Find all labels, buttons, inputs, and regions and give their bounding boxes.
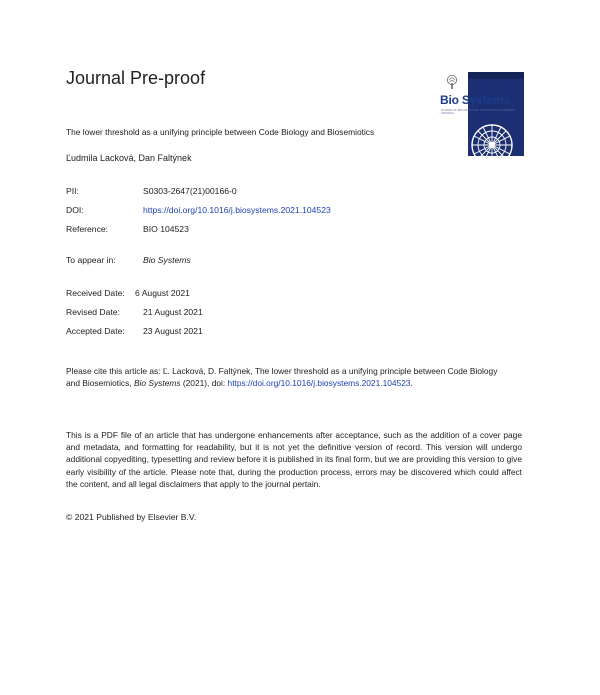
reference-value: BIO 104523 xyxy=(143,224,189,234)
article-title: The lower threshold as a unifying principle between Code Biology and Biosemiotics xyxy=(66,127,375,137)
cover-top-strip xyxy=(468,72,524,79)
revised-label: Revised Date: xyxy=(66,307,120,317)
cover-wheel-graphic-icon xyxy=(450,113,526,169)
pii-label: PII: xyxy=(66,186,79,196)
citation-suffix: . xyxy=(410,378,413,388)
copyright-notice: © 2021 Published by Elsevier B.V. xyxy=(66,512,197,522)
cover-journal-name: Bio Systems xyxy=(440,93,510,107)
doi-link[interactable]: https://doi.org/10.1016/j.biosystems.2021.104523 xyxy=(143,205,331,215)
doi-label: DOI: xyxy=(66,205,84,215)
received-value: 6 August 2021 xyxy=(135,288,190,298)
journal-pre-proof-title: Journal Pre-proof xyxy=(66,68,206,88)
cover-subtitle: JOURNAL OF BIOLOGICAL AND INFORMATION PROCESSING SCIENCES xyxy=(441,109,516,115)
citation-prefix: Please cite this article as: Ľ. Lacková, D. Faltýnek, The lower threshold as a unifying principle between Code Biology and Biosemiotics, xyxy=(66,366,498,388)
citation-paragraph xyxy=(66,365,506,389)
pre-proof-notice: This is a PDF file of an article that has undergone enhancements after acceptance, such as the addition of a cover page and metadata, and formatting for readability, but it is not yet the definitive version of record. This version will undergo additional copyediting, typesetting and review before it is published in its final form, but we are providing this version to give early visibility of the article. Please note that, during the production process, errors may be discovered which could affect the content, and all legal disclaimers that apply to the journal pertain. xyxy=(66,430,522,489)
accepted-value: 23 August 2021 xyxy=(143,326,203,336)
pii-value: S0303-2647(21)00166-0 xyxy=(143,186,237,196)
reference-label: Reference: xyxy=(66,224,109,234)
to-appear-value: Bio Systems xyxy=(143,255,191,265)
elsevier-tree-logo-icon xyxy=(446,74,458,90)
received-label: Received Date: xyxy=(66,288,125,298)
citation-journal: Bio Systems xyxy=(133,378,181,388)
accepted-label: Accepted Date: xyxy=(66,326,125,336)
citation-doi-link[interactable]: https://doi.org/10.1016/j.biosystems.2021.104523 xyxy=(227,378,411,388)
revised-value: 21 August 2021 xyxy=(143,307,203,317)
citation-middle: (2021), doi: xyxy=(180,378,228,388)
to-appear-label: To appear in: xyxy=(66,255,116,265)
article-authors: Ľudmila Lacková, Dan Faltýnek xyxy=(66,153,192,163)
